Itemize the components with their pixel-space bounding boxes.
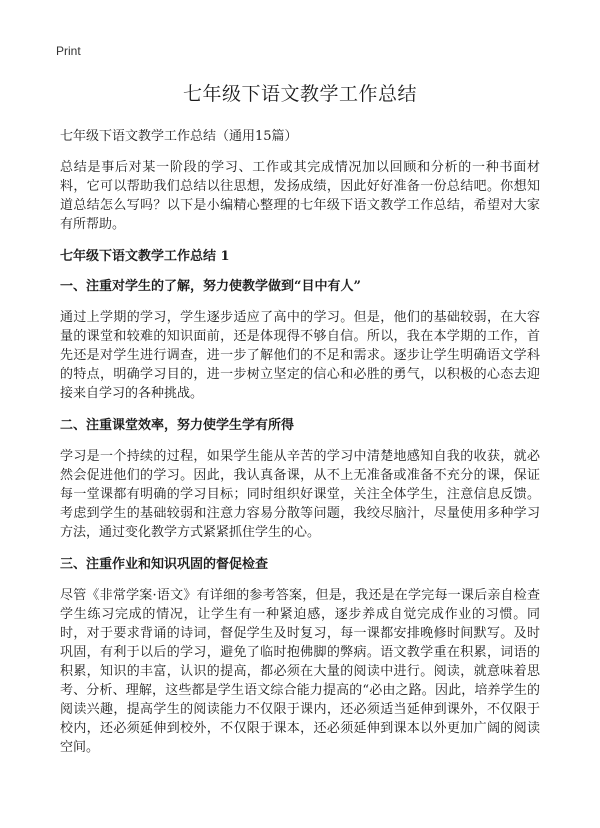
section-heading-2: 二、注重课堂效率，努力使学生学有所得 (60, 418, 295, 433)
page-title: 七年级下语文教学工作总结 (182, 83, 417, 105)
essay-heading: 七年级下语文教学工作总结 1 (60, 249, 230, 264)
document-subtitle: 七年级下语文教学工作总结（通用15篇） (60, 129, 298, 144)
section-heading-3: 三、注重作业和知识巩固的督促检查 (60, 557, 269, 572)
intro-paragraph: 总结是事后对某一阶段的学习、工作或其完成情况加以回顾和分析的一种书面材料，它可以帮助我们总结以往思想，发扬成绩，因此好好准备一份总结吧。你想知道总结怎么写吗？以下是小编精心整理的七年级下语文教学工作总结，希望对大家有所帮助。 (60, 160, 540, 232)
section-paragraph-2: 学习是一个持续的过程，如果学生能从辛苦的学习中清楚地感知自我的收获，就必然会促进他们的学习。因此，我认真备课，从不上无准备或准备不充分的课，保证每一堂课都有明确的学习目标；同时组织好课堂，关注全体学生，注意信息反馈。考虑到学生的基础较弱和注意力容易分散等问题，我绞尽脑汁，尽量使用多种学习方法，通过变化教学方式紧紧抓住学生的心。 (60, 449, 540, 540)
print-link[interactable]: Print (56, 44, 81, 58)
section-paragraph-1: 通过上学期的学习，学生逐步适应了高中的学习。但是，他们的基础较弱，在大容量的课堂和较难的知识面前，还是体现得不够自信。所以，我在本学期的工作，首先还是对学生进行调查，进一步了解他们的不足和需求。逐步让学生明确语文学科的特点，明确学习目的，进一步树立坚定的信心和必胜的勇气，以积极的心态去迎接来自学习的各种挑战。 (60, 310, 540, 401)
section-paragraph-3: 尽管《非常学案·语文》有详细的参考答案，但是，我还是在学完每一课后亲自检查学生练习完成的情况，让学生有一种紧迫感，逐步养成自觉完成作业的习惯。同时，对于要求背诵的诗词，督促学生及时复习，每一课都安排晚修时间默写。及时巩固，有利于以后的学习，避免了临时抱佛脚的弊病。语文教学重在积累，词语的积累，知识的丰富，认识的提高，都必须在大量的阅读中进行。阅读，就意味着思考、分析、理解，这些都是学生语文综合能力提高的“必由之路。因此，培养学生的阅读兴趣，提高学生的阅读能力不仅限于课内，还必须适当延伸到课外，不仅限于校内，还必须延伸到校外，不仅限于课本，还必须延伸到课本以外更加广阔的阅读空间。 (60, 588, 540, 755)
section-heading-1: 一、注重对学生的了解，努力使教学做到“目中有人” (60, 279, 361, 294)
